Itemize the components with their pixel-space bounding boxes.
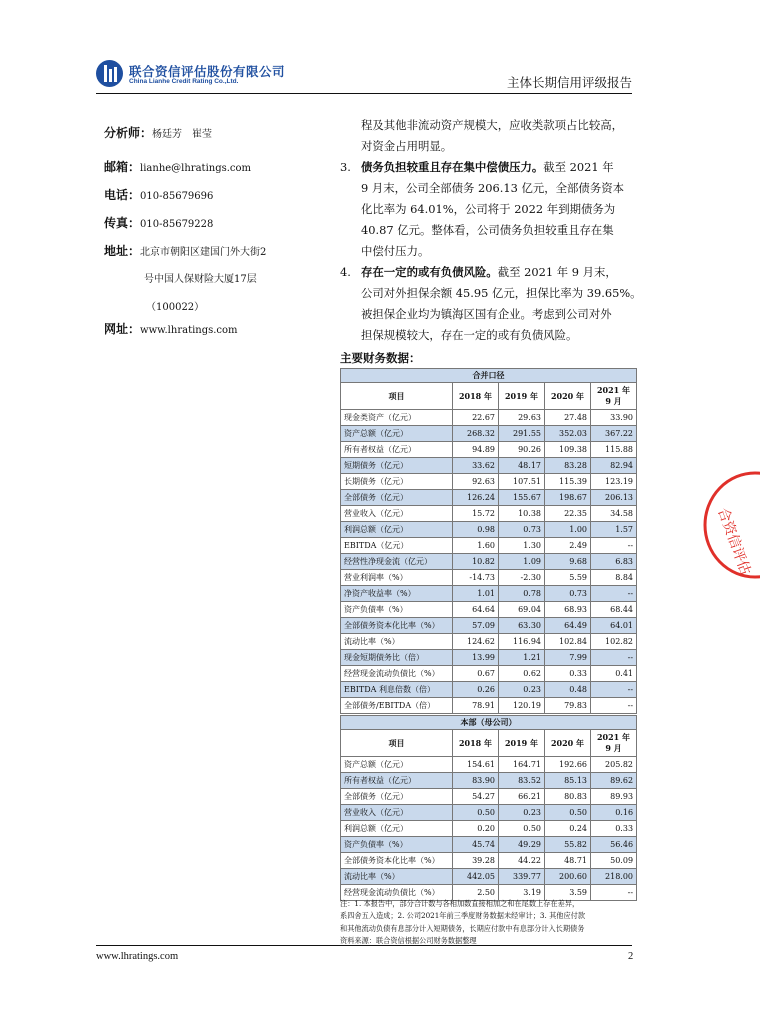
cell-value: 64.49: [545, 618, 591, 634]
svg-text:合资信评估: 合资信评估: [714, 505, 754, 578]
footer-url[interactable]: www.lhratings.com: [96, 951, 179, 962]
cell-value: 1.60: [453, 538, 499, 554]
cell-value: 126.24: [453, 490, 499, 506]
row-label: 现金类资产（亿元）: [341, 410, 453, 426]
cell-value: 0.98: [453, 522, 499, 538]
table-row: [341, 410, 637, 426]
cell-value: 83.52: [499, 773, 545, 789]
cell-value: 64.64: [453, 602, 499, 618]
cell-value: 1.30: [499, 538, 545, 554]
table-row: [341, 522, 637, 538]
point-2-continuation: 程及其他非流动资产规模大，应收类款项占比较高，: [361, 118, 623, 132]
cell-value: 0.16: [591, 805, 637, 821]
cell-value: 0.33: [545, 666, 591, 682]
contact-analyst: 分析师：杨廷芳 崔莹: [104, 126, 213, 140]
cell-value: 3.19: [499, 885, 545, 901]
table-section-header: [341, 716, 637, 730]
cell-value: --: [591, 698, 637, 714]
cell-value: 56.46: [591, 837, 637, 853]
cell-value: --: [591, 885, 637, 901]
row-label: 现金短期债务比（倍）: [341, 650, 453, 666]
column-header: 项目: [341, 730, 453, 757]
cell-value: 33.90: [591, 410, 637, 426]
cell-value: 22.35: [545, 506, 591, 522]
parent-financial-table: [340, 715, 637, 901]
column-header: 2021 年 9 月: [591, 730, 637, 757]
table-row: [341, 458, 637, 474]
cell-value: -2.30: [499, 570, 545, 586]
column-header: 2019 年: [499, 730, 545, 757]
cell-value: 0.48: [545, 682, 591, 698]
contact-email: 邮箱：lianhe@lhratings.com: [104, 160, 252, 174]
table-row: [341, 682, 637, 698]
cell-value: 39.28: [453, 853, 499, 869]
note-line-2: 系四舍五入造成；2. 公司2021年前三季度财务数据未经审计；3. 其他应付款: [340, 911, 586, 921]
column-header: 2020 年: [545, 730, 591, 757]
cell-value: 15.72: [453, 506, 499, 522]
cell-value: 68.93: [545, 602, 591, 618]
cell-value: 0.78: [499, 586, 545, 602]
cell-value: 89.62: [591, 773, 637, 789]
cell-value: 0.73: [545, 586, 591, 602]
cell-value: 83.90: [453, 773, 499, 789]
cell-value: 0.24: [545, 821, 591, 837]
header-rule: [96, 93, 632, 94]
cell-value: 48.71: [545, 853, 591, 869]
cell-value: 339.77: [499, 869, 545, 885]
row-label: 全部债务/EBITDA（倍）: [341, 698, 453, 714]
row-label: 资产总额（亿元）: [341, 426, 453, 442]
table-row: [341, 837, 637, 853]
cell-value: 367.22: [591, 426, 637, 442]
table-row: [341, 789, 637, 805]
cell-value: 64.01: [591, 618, 637, 634]
point-4-line1: 存在一定的或有负债风险。截至 2021 年 9 月末，: [361, 265, 617, 279]
cell-value: 22.67: [453, 410, 499, 426]
cell-value: 0.23: [499, 805, 545, 821]
cell-value: 1.01: [453, 586, 499, 602]
table-row: [341, 853, 637, 869]
cell-value: 0.67: [453, 666, 499, 682]
contact-postcode: （100022）: [146, 302, 205, 313]
row-label: 全部债务（亿元）: [341, 789, 453, 805]
contact-address-line2: 号中国人保财险大厦17层: [144, 274, 257, 285]
row-label: 长期债务（亿元）: [341, 474, 453, 490]
company-seal: [700, 470, 760, 580]
column-header: 2018 年: [453, 383, 499, 410]
cell-value: 0.73: [499, 522, 545, 538]
cell-value: 7.99: [545, 650, 591, 666]
table-row: [341, 570, 637, 586]
cell-value: 205.82: [591, 757, 637, 773]
cell-value: 115.88: [591, 442, 637, 458]
row-label: 利润总额（亿元）: [341, 522, 453, 538]
row-label: 全部债务资本化比率（%）: [341, 853, 453, 869]
cell-value: 0.62: [499, 666, 545, 682]
cell-value: 79.83: [545, 698, 591, 714]
row-label: 流动比率（%）: [341, 634, 453, 650]
cell-value: 124.62: [453, 634, 499, 650]
table-row: [341, 805, 637, 821]
cell-value: 68.44: [591, 602, 637, 618]
cell-value: 80.83: [545, 789, 591, 805]
contact-address: 地址：北京市朝阳区建国门外大街2: [104, 244, 267, 258]
company-logo: [96, 60, 286, 92]
cell-value: 69.04: [499, 602, 545, 618]
row-label: 利润总额（亿元）: [341, 821, 453, 837]
cell-value: 218.00: [591, 869, 637, 885]
table-notes: [340, 898, 636, 947]
cell-value: 63.30: [499, 618, 545, 634]
table-row: [341, 602, 637, 618]
table-row: [341, 869, 637, 885]
table-column-header: [341, 730, 637, 757]
table-row: [341, 666, 637, 682]
cell-value: 102.82: [591, 634, 637, 650]
cell-value: 107.51: [499, 474, 545, 490]
cell-value: 13.99: [453, 650, 499, 666]
cell-value: 2.49: [545, 538, 591, 554]
row-label: 短期债务（亿元）: [341, 458, 453, 474]
table-row: [341, 634, 637, 650]
logo-en-name: China Lianhe Credit Rating Co.,Ltd.: [129, 78, 239, 85]
cell-value: 0.41: [591, 666, 637, 682]
cell-value: 200.60: [545, 869, 591, 885]
row-label: 资产负债率（%）: [341, 837, 453, 853]
cell-value: 90.26: [499, 442, 545, 458]
cell-value: 27.48: [545, 410, 591, 426]
row-label: 营业收入（亿元）: [341, 506, 453, 522]
row-label: 资产负债率（%）: [341, 602, 453, 618]
row-label: 净资产收益率（%）: [341, 586, 453, 602]
point-3-line5: 中偿付压力。: [361, 244, 430, 258]
cell-value: -14.73: [453, 570, 499, 586]
cell-value: 0.50: [545, 805, 591, 821]
table-row: [341, 821, 637, 837]
cell-value: 34.58: [591, 506, 637, 522]
cell-value: 6.83: [591, 554, 637, 570]
row-label: 经营性净现金流（亿元）: [341, 554, 453, 570]
logo-icon: [96, 60, 123, 87]
report-title: 主体长期信用评级报告: [506, 75, 632, 90]
cell-value: --: [591, 650, 637, 666]
column-header: 2018 年: [453, 730, 499, 757]
row-label: 资产总额（亿元）: [341, 757, 453, 773]
cell-value: 85.13: [545, 773, 591, 789]
column-header: 2020 年: [545, 383, 591, 410]
cell-value: 442.05: [453, 869, 499, 885]
cell-value: 115.39: [545, 474, 591, 490]
cell-value: 82.94: [591, 458, 637, 474]
note-source: 资料来源：联合资信根据公司财务数据整理: [340, 935, 477, 945]
cell-value: 49.29: [499, 837, 545, 853]
section-label: 本部（母公司）: [341, 716, 637, 730]
table-row: [341, 490, 637, 506]
cell-value: 33.62: [453, 458, 499, 474]
table-row: [341, 586, 637, 602]
row-label: 营业收入（亿元）: [341, 805, 453, 821]
cell-value: 198.67: [545, 490, 591, 506]
row-label: 所有者权益（亿元）: [341, 442, 453, 458]
cell-value: 10.82: [453, 554, 499, 570]
cell-value: 120.19: [499, 698, 545, 714]
cell-value: 5.59: [545, 570, 591, 586]
cell-value: 45.74: [453, 837, 499, 853]
cell-value: 0.26: [453, 682, 499, 698]
logo-cn-name: 联合资信评估股份有限公司: [129, 64, 286, 79]
cell-value: 268.32: [453, 426, 499, 442]
cell-value: 109.38: [545, 442, 591, 458]
cell-value: 0.23: [499, 682, 545, 698]
table-row: [341, 442, 637, 458]
row-label: 全部债务（亿元）: [341, 490, 453, 506]
cell-value: 0.20: [453, 821, 499, 837]
row-label: EBITDA（亿元）: [341, 538, 453, 554]
cell-value: 57.09: [453, 618, 499, 634]
cell-value: 3.59: [545, 885, 591, 901]
cell-value: 1.57: [591, 522, 637, 538]
cell-value: 2.50: [453, 885, 499, 901]
row-label: EBITDA 利息倍数（倍）: [341, 682, 453, 698]
cell-value: 89.93: [591, 789, 637, 805]
point-3-line4: 40.87 亿元。整体看，公司债务负担较重且存在集: [361, 223, 614, 237]
contact-fax: 传真：010-85679228: [104, 216, 214, 230]
cell-value: 154.61: [453, 757, 499, 773]
cell-value: 0.33: [591, 821, 637, 837]
cell-value: 116.94: [499, 634, 545, 650]
point-4-line3: 被担保企业均为镇海区国有企业。考虑到公司对外: [361, 307, 612, 321]
table-row: [341, 506, 637, 522]
column-header: 项目: [341, 383, 453, 410]
cell-value: 48.17: [499, 458, 545, 474]
cell-value: 8.84: [591, 570, 637, 586]
cell-value: --: [591, 538, 637, 554]
row-label: 所有者权益（亿元）: [341, 773, 453, 789]
point-4-line2: 公司对外担保余额 45.95 亿元，担保比率为 39.65%。: [361, 286, 642, 300]
cell-value: 55.82: [545, 837, 591, 853]
cell-value: 94.89: [453, 442, 499, 458]
cell-value: 78.91: [453, 698, 499, 714]
cell-value: 9.68: [545, 554, 591, 570]
column-header: 2019 年: [499, 383, 545, 410]
table-section-header: [341, 369, 637, 383]
cell-value: 50.09: [591, 853, 637, 869]
note-line-3: 和其他流动负债有息部分计入短期债务，长期应付款中有息部分计入长期债务: [340, 923, 585, 933]
point-3-line3: 化比率为 64.01%，公司将于 2022 年到期债务为: [361, 202, 616, 216]
point-3-line2: 9 月末，公司全部债务 206.13 亿元，全部债务资本: [361, 181, 624, 195]
point-2-continuation-end: 对资金占用明显。: [361, 139, 453, 153]
row-label: 流动比率（%）: [341, 869, 453, 885]
table-row: [341, 554, 637, 570]
cell-value: 352.03: [545, 426, 591, 442]
consolidated-financial-table: [340, 368, 637, 714]
cell-value: 192.66: [545, 757, 591, 773]
cell-value: --: [591, 682, 637, 698]
cell-value: 164.71: [499, 757, 545, 773]
contact-phone: 电话：010-85679696: [104, 188, 214, 202]
point-3-line1: 债务负担较重且存在集中偿债压力。截至 2021 年: [361, 160, 614, 174]
cell-value: 44.22: [499, 853, 545, 869]
section-label: 合并口径: [341, 369, 637, 383]
cell-value: 155.67: [499, 490, 545, 506]
cell-value: 1.00: [545, 522, 591, 538]
table-row: [341, 474, 637, 490]
cell-value: 206.13: [591, 490, 637, 506]
table-row: [341, 618, 637, 634]
financial-table-title: 主要财务数据：: [340, 351, 421, 365]
cell-value: 54.27: [453, 789, 499, 805]
cell-value: 92.63: [453, 474, 499, 490]
table-row: [341, 426, 637, 442]
row-label: 全部债务资本化比率（%）: [341, 618, 453, 634]
point-4-number: 4.: [340, 265, 351, 279]
page-number: 2: [628, 951, 634, 962]
point-4-line4: 担保规模较大，存在一定的或有负债风险。: [361, 328, 578, 342]
cell-value: 83.28: [545, 458, 591, 474]
cell-value: 0.50: [453, 805, 499, 821]
row-label: 经营现金流动负债比（%）: [341, 885, 453, 901]
table-row: [341, 757, 637, 773]
table-column-header: [341, 383, 637, 410]
cell-value: --: [591, 586, 637, 602]
cell-value: 66.21: [499, 789, 545, 805]
cell-value: 123.19: [591, 474, 637, 490]
row-label: 经营现金流动负债比（%）: [341, 666, 453, 682]
contact-website: 网址：www.lhratings.com: [104, 322, 238, 336]
cell-value: 1.09: [499, 554, 545, 570]
table-row: [341, 698, 637, 714]
cell-value: 291.55: [499, 426, 545, 442]
cell-value: 29.63: [499, 410, 545, 426]
cell-value: 1.21: [499, 650, 545, 666]
table-row: [341, 538, 637, 554]
cell-value: 0.50: [499, 821, 545, 837]
cell-value: 102.84: [545, 634, 591, 650]
cell-value: 10.38: [499, 506, 545, 522]
footer-rule: [96, 945, 632, 946]
column-header: 2021 年 9 月: [591, 383, 637, 410]
note-line-1: 注：1. 本报告中，部分合计数与各相加数直接相加之和在尾数上存在差异，: [340, 899, 580, 908]
row-label: 营业利润率（%）: [341, 570, 453, 586]
point-3-number: 3.: [340, 160, 351, 174]
table-row: [341, 773, 637, 789]
table-row: [341, 650, 637, 666]
